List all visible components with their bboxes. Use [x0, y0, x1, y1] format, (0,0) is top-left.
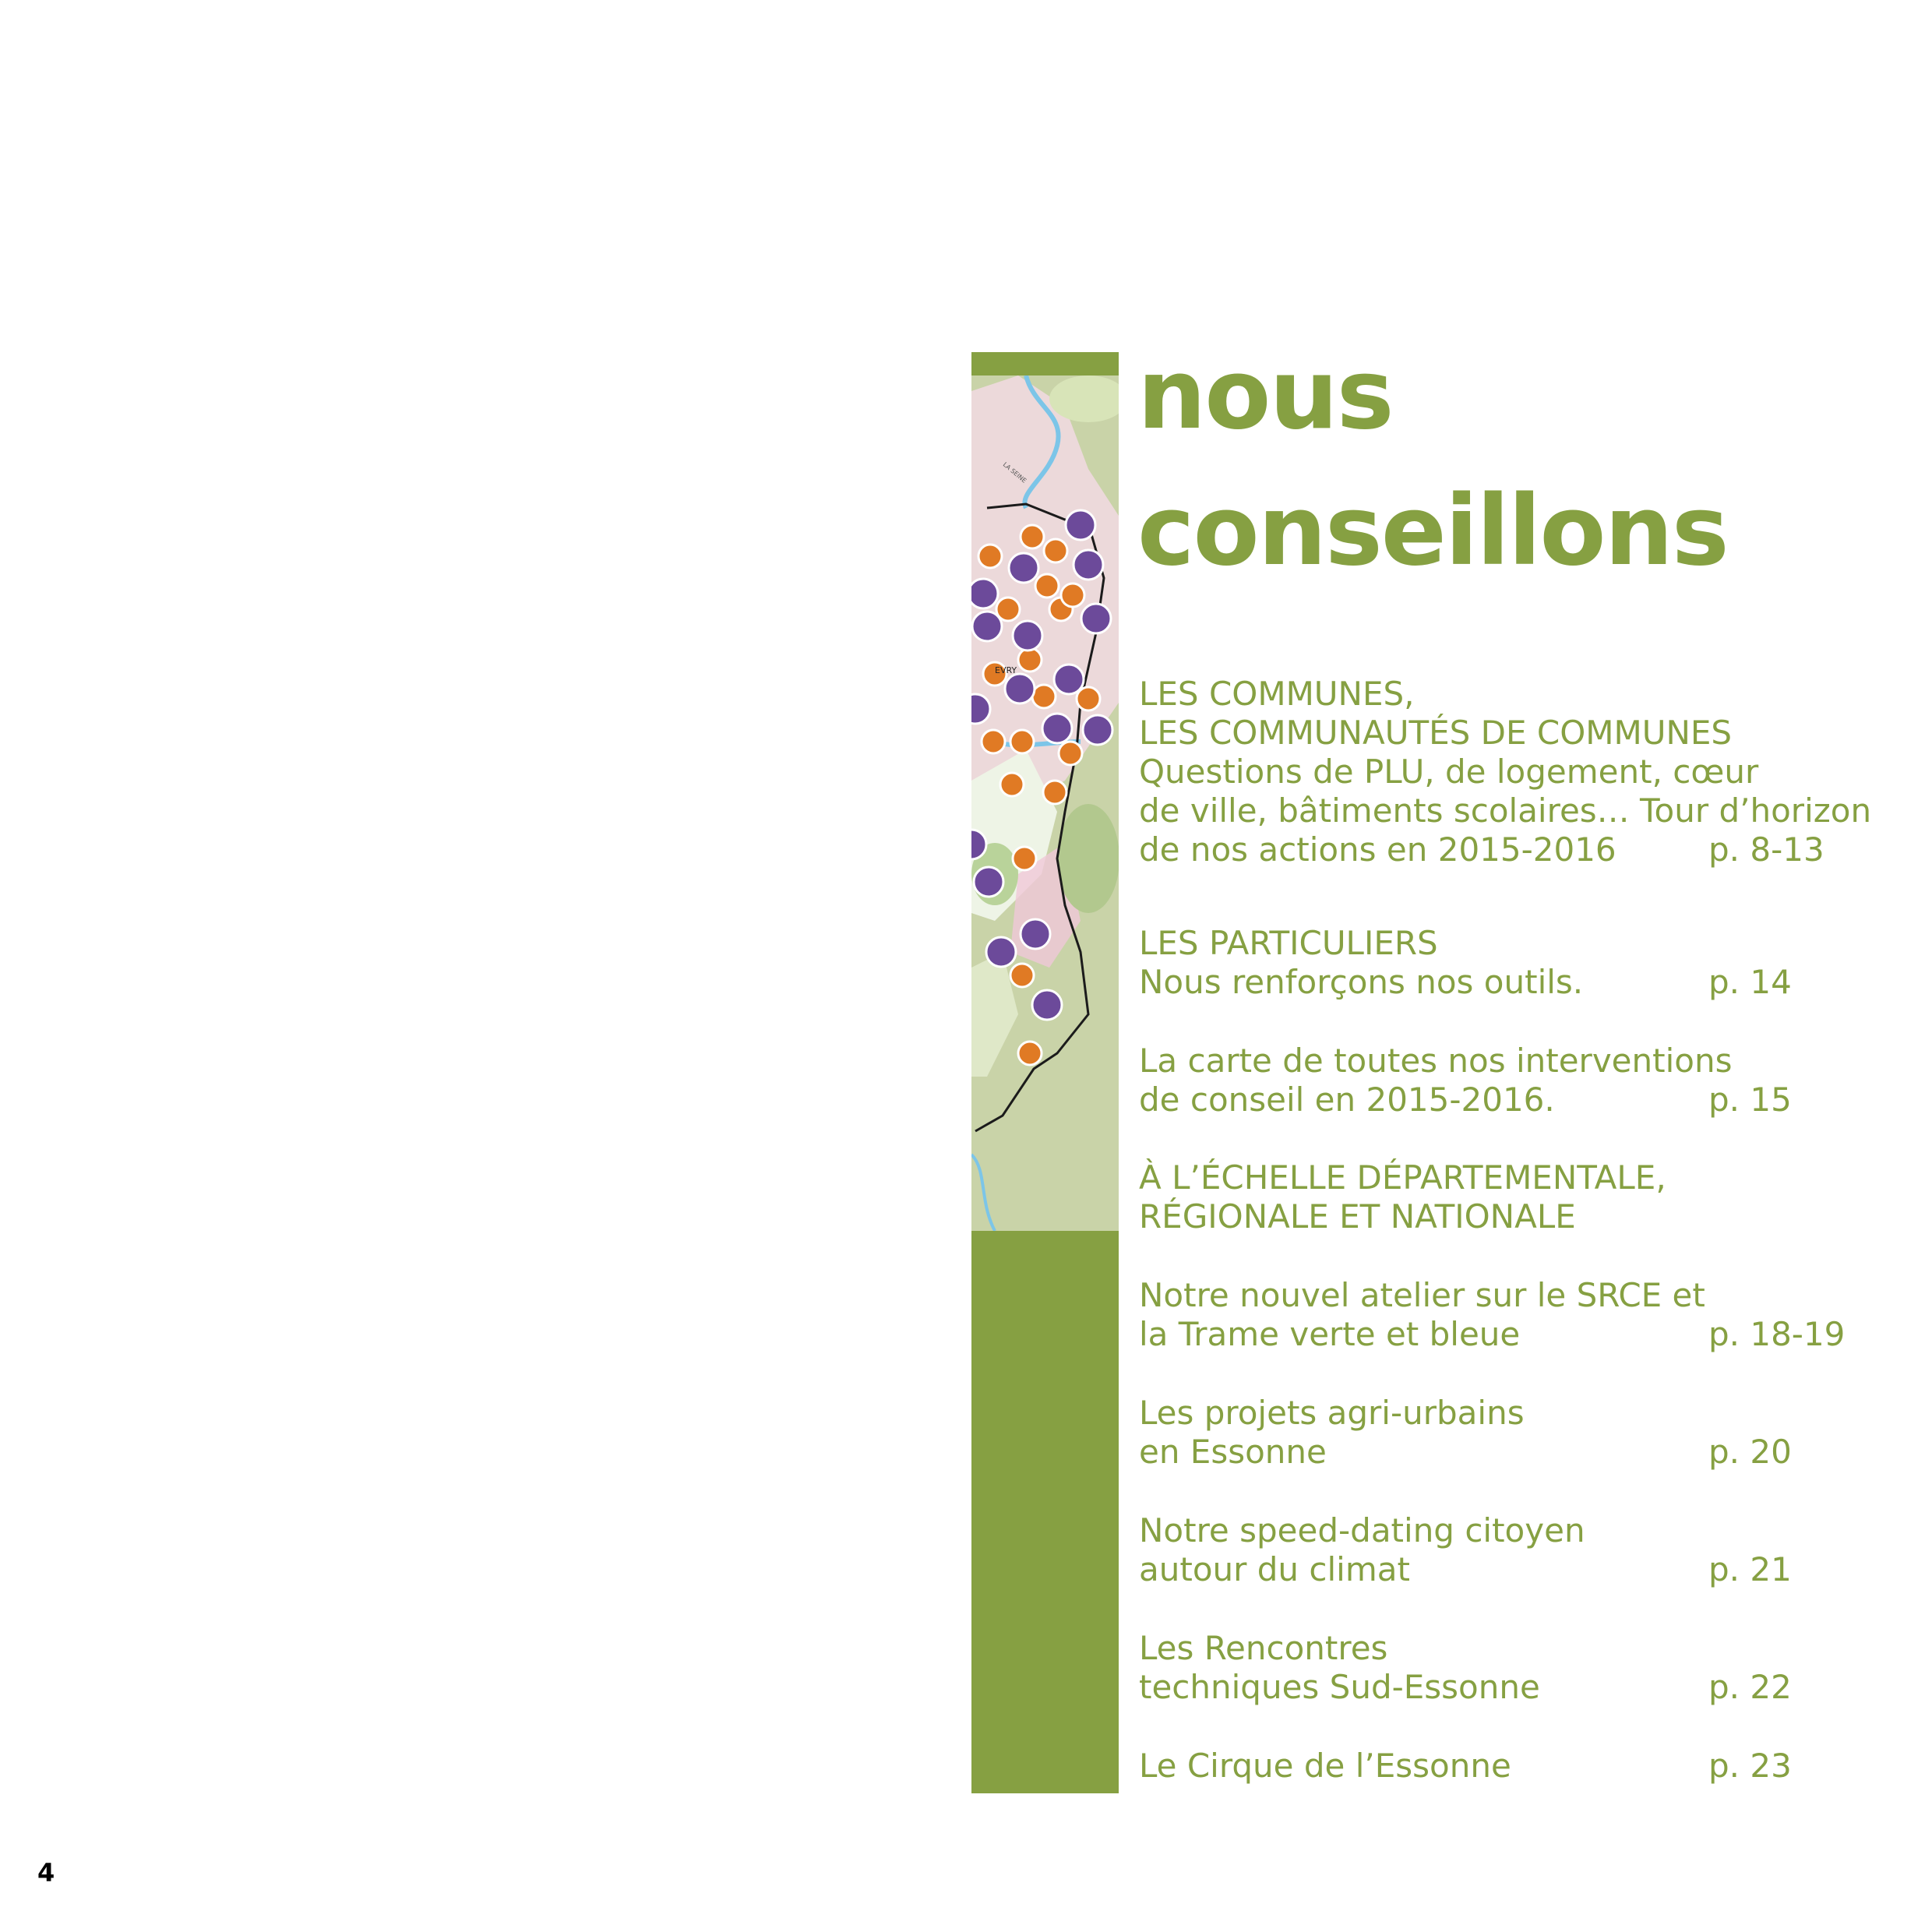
toc-cirque-line-1: Le Cirque de l’Essonne	[1139, 1747, 1511, 1785]
section-heading-communes-2: LES COMMUNAUTÉS DE COMMUNES	[1139, 714, 1733, 752]
top-green-bar	[971, 352, 1119, 375]
toc-cirque-page: p. 23	[1708, 1747, 1792, 1785]
toc-rencontres-line-2: techniques Sud-Essonne	[1139, 1668, 1540, 1706]
map-illustration	[971, 375, 1119, 1231]
bottom-green-block	[971, 1231, 1119, 1793]
toc-srce-page: p. 18-19	[1708, 1315, 1846, 1353]
section-heading-echelle-2: RÉGIONALE ET NATIONALE	[1139, 1197, 1576, 1236]
toc-communes-desc-3: de nos actions en 2015-2016	[1139, 830, 1616, 869]
toc-rencontres-page: p. 22	[1708, 1668, 1792, 1706]
map-strip	[971, 375, 1119, 1231]
section-heading-communes-1: LES COMMUNES,	[1139, 675, 1415, 713]
toc-speed-line-2: autour du climat	[1139, 1550, 1410, 1588]
toc-carte-line-2: de conseil en 2015-2016.	[1139, 1081, 1555, 1119]
toc-particuliers-desc: Nous renforçons nos outils.	[1139, 963, 1584, 1001]
toc-srce-line-2: la Trame verte et bleue	[1139, 1315, 1521, 1353]
map-label-seine: LA SEINE	[1001, 460, 1028, 485]
page-number: 4	[37, 1858, 55, 1888]
toc-particuliers-page: p. 14	[1708, 963, 1792, 1001]
page-title-line-1: nous	[1137, 339, 1393, 451]
toc-carte-line-1: La carte de toutes nos interventions	[1139, 1042, 1733, 1080]
section-heading-echelle-1: À L’ÉCHELLE DÉPARTEMENTALE,	[1139, 1158, 1666, 1197]
toc-agri-line-1: Les projets agri-urbains	[1139, 1394, 1525, 1432]
toc-speed-page: p. 21	[1708, 1550, 1792, 1588]
toc-rencontres-line-1: Les Rencontres	[1139, 1629, 1388, 1667]
toc-carte-page: p. 15	[1708, 1081, 1792, 1119]
section-heading-particuliers: LES PARTICULIERS	[1139, 924, 1438, 962]
page-title-line-2: conseillons	[1137, 475, 1728, 587]
toc-communes-desc-2: de ville, bâtiments scolaires… Tour d’horizon	[1139, 791, 1872, 830]
toc-agri-page: p. 20	[1708, 1433, 1792, 1471]
map-label-evry: EVRY	[995, 665, 1017, 675]
toc-communes-desc-1: Questions de PLU, de logement, cœur	[1139, 753, 1759, 791]
toc-agri-line-2: en Essonne	[1139, 1433, 1327, 1471]
toc-srce-line-1: Notre nouvel atelier sur le SRCE et	[1139, 1276, 1705, 1314]
toc-speed-line-1: Notre speed-dating citoyen	[1139, 1511, 1585, 1549]
toc-communes-page: p. 8-13	[1708, 830, 1824, 869]
